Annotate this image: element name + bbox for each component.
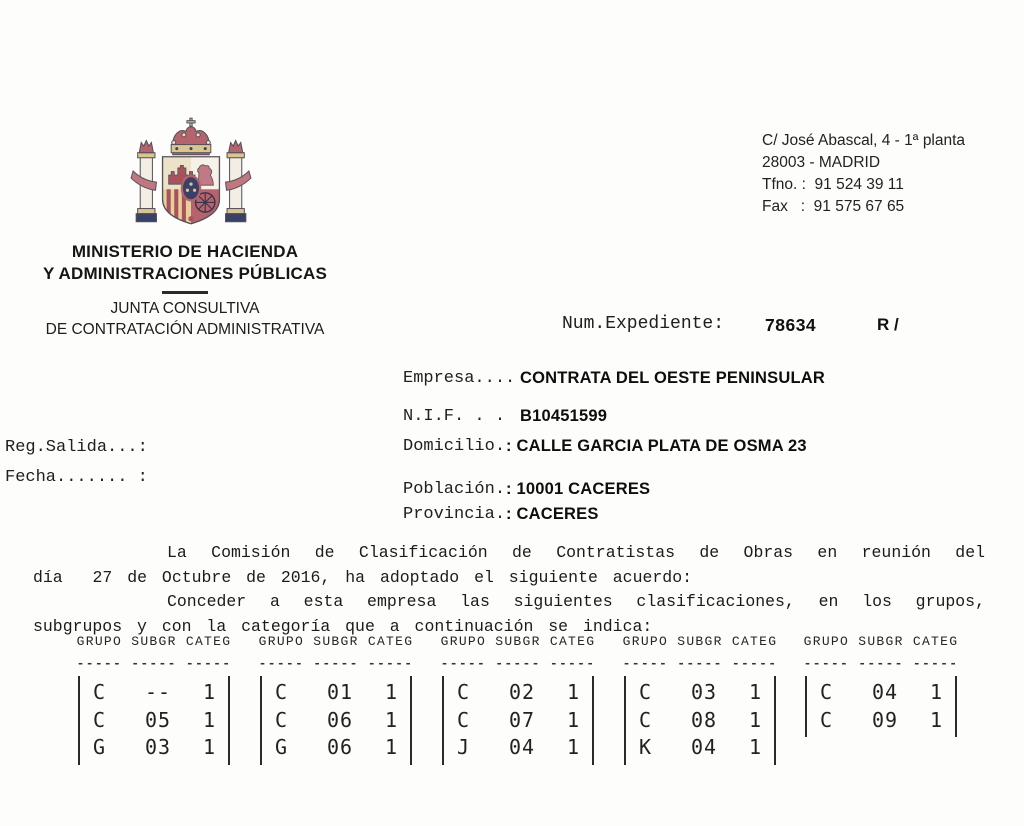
classification-cell-grupo: C [93,680,106,705]
classification-dashes: ----- ----- ----- [258,656,414,671]
classification-cell-subgr: 03 [690,680,718,705]
classification-rows [624,676,776,765]
classification-cell-subgr: 04 [508,735,536,760]
classification-row [275,734,397,762]
classification-row [639,679,761,707]
address-line-fax: Fax : 91 575 67 65 [762,198,905,215]
classification-cell-categ: 1 [384,680,397,705]
classification-cell-subgr: 07 [508,707,536,732]
classification-cell-subgr: -- [144,680,172,705]
classification-row [820,707,942,735]
classification-rows [442,676,594,765]
classification-dashes: ----- ----- ----- [440,656,596,671]
classification-block [250,634,422,765]
classification-cell-grupo: C [93,707,106,732]
provincia-label: Provincia. [403,505,506,524]
classification-row [275,707,397,735]
fecha-label: Fecha....... : [5,468,148,487]
nif-label: N.I.F. . . [403,407,506,426]
classification-cell-grupo: G [93,735,106,760]
classification-cell-subgr: 04 [690,735,718,760]
classification-cell-categ: 1 [748,735,761,760]
body-line-4: subgrupos y con la categoría que a continuación se indica: [33,616,653,636]
classification-cell-grupo: C [275,707,288,732]
ministry-name-line2: Y ADMINISTRACIONES PÚBLICAS [42,264,328,283]
address-block [762,130,965,218]
body-paragraph [33,541,985,639]
classification-row [639,734,761,762]
classification-cell-subgr: 09 [871,707,899,732]
classification-rows [805,676,957,737]
classification-row [639,707,761,735]
classification-cell-categ: 1 [748,680,761,705]
classification-cell-categ: 1 [384,735,397,760]
department-name-line1: JUNTA CONSULTIVA [110,299,260,317]
expediente-label: Num.Expediente: [562,314,725,334]
poblacion-value: : 10001 CACERES [506,480,651,498]
expediente-number: 78634 [765,315,817,335]
classification-cell-categ: 1 [202,680,215,705]
body-line-1: La Comisión de Clasificación de Contratistas de Obras en reunión del [167,543,985,562]
poblacion-label: Población. [403,480,506,499]
classification-cell-subgr: 04 [871,680,899,705]
classification-row [457,707,579,735]
classification-cell-subgr: 05 [144,707,172,732]
empresa-label: Empresa.... [403,369,516,388]
classification-block [432,634,604,765]
classification-row [457,679,579,707]
classification-cell-categ: 1 [748,707,761,732]
classification-cell-grupo: G [275,735,288,760]
address-line-phone: Tfno. : 91 524 39 11 [762,176,904,193]
body-line-3: Conceder a esta empresa las siguientes clasificaciones, en los grupos, [167,592,985,611]
classification-cell-subgr: 08 [690,707,718,732]
classification-rows [260,676,412,765]
classification-dashes: ----- ----- ----- [803,656,959,671]
classification-header: GRUPO SUBGR CATEG [803,634,959,649]
classification-cell-categ: 1 [929,707,942,732]
address-line-street: C/ José Abascal, 4 - 1ª planta [762,132,966,149]
classification-block [614,634,786,765]
ministry-name-line1: MINISTERIO DE HACIENDA [71,242,299,261]
classification-block [795,634,967,737]
empresa-value: CONTRATA DEL OESTE PENINSULAR [520,369,825,387]
body-line-2: día 27 de Octubre de 2016, ha adoptado el siguiente acuerdo: [33,567,692,587]
classification-cell-categ: 1 [202,735,215,760]
spain-coat-of-arms-icon [126,108,256,238]
classification-cell-grupo: C [820,707,833,732]
classification-row [457,734,579,762]
department-name-line2: DE CONTRATACIÓN ADMINISTRATIVA [45,320,325,338]
classification-cell-categ: 1 [566,680,579,705]
classification-dashes: ----- ----- ----- [622,656,778,671]
classification-cell-grupo: C [820,680,833,705]
classification-cell-subgr: 02 [508,680,536,705]
classification-cell-grupo: J [457,735,470,760]
classification-cell-subgr: 06 [326,735,354,760]
domicilio-value: : CALLE GARCIA PLATA DE OSMA 23 [506,437,807,455]
classification-cell-grupo: C [639,707,652,732]
reg-salida-label: Reg.Salida...: [5,438,148,457]
classification-cell-categ: 1 [566,707,579,732]
classification-cell-categ: 1 [384,707,397,732]
classification-row [820,679,942,707]
classification-cell-grupo: C [457,680,470,705]
classification-cell-categ: 1 [929,680,942,705]
classification-row [93,707,215,735]
classification-cell-grupo: C [457,707,470,732]
classification-cell-grupo: C [275,680,288,705]
classification-cell-grupo: K [639,735,652,760]
classification-cell-subgr: 01 [326,680,354,705]
nif-value: B10451599 [520,407,608,425]
classification-row [93,734,215,762]
classification-row [93,679,215,707]
classification-header: GRUPO SUBGR CATEG [440,634,596,649]
classification-cell-subgr: 06 [326,707,354,732]
separator-line [162,291,208,294]
classification-row [275,679,397,707]
classification-cell-categ: 1 [202,707,215,732]
classification-cell-grupo: C [639,680,652,705]
classification-header: GRUPO SUBGR CATEG [258,634,414,649]
classification-cell-subgr: 03 [144,735,172,760]
classification-cell-categ: 1 [566,735,579,760]
classification-block [68,634,240,765]
address-line-city: 28003 - MADRID [762,154,881,171]
classification-dashes: ----- ----- ----- [76,656,232,671]
classification-header: GRUPO SUBGR CATEG [622,634,778,649]
provincia-value: : CACERES [506,505,599,523]
domicilio-label: Domicilio. [403,437,506,456]
classification-rows [78,676,230,765]
expediente-suffix: R / [877,315,899,334]
ministry-block [12,241,358,340]
classification-header: GRUPO SUBGR CATEG [76,634,232,649]
